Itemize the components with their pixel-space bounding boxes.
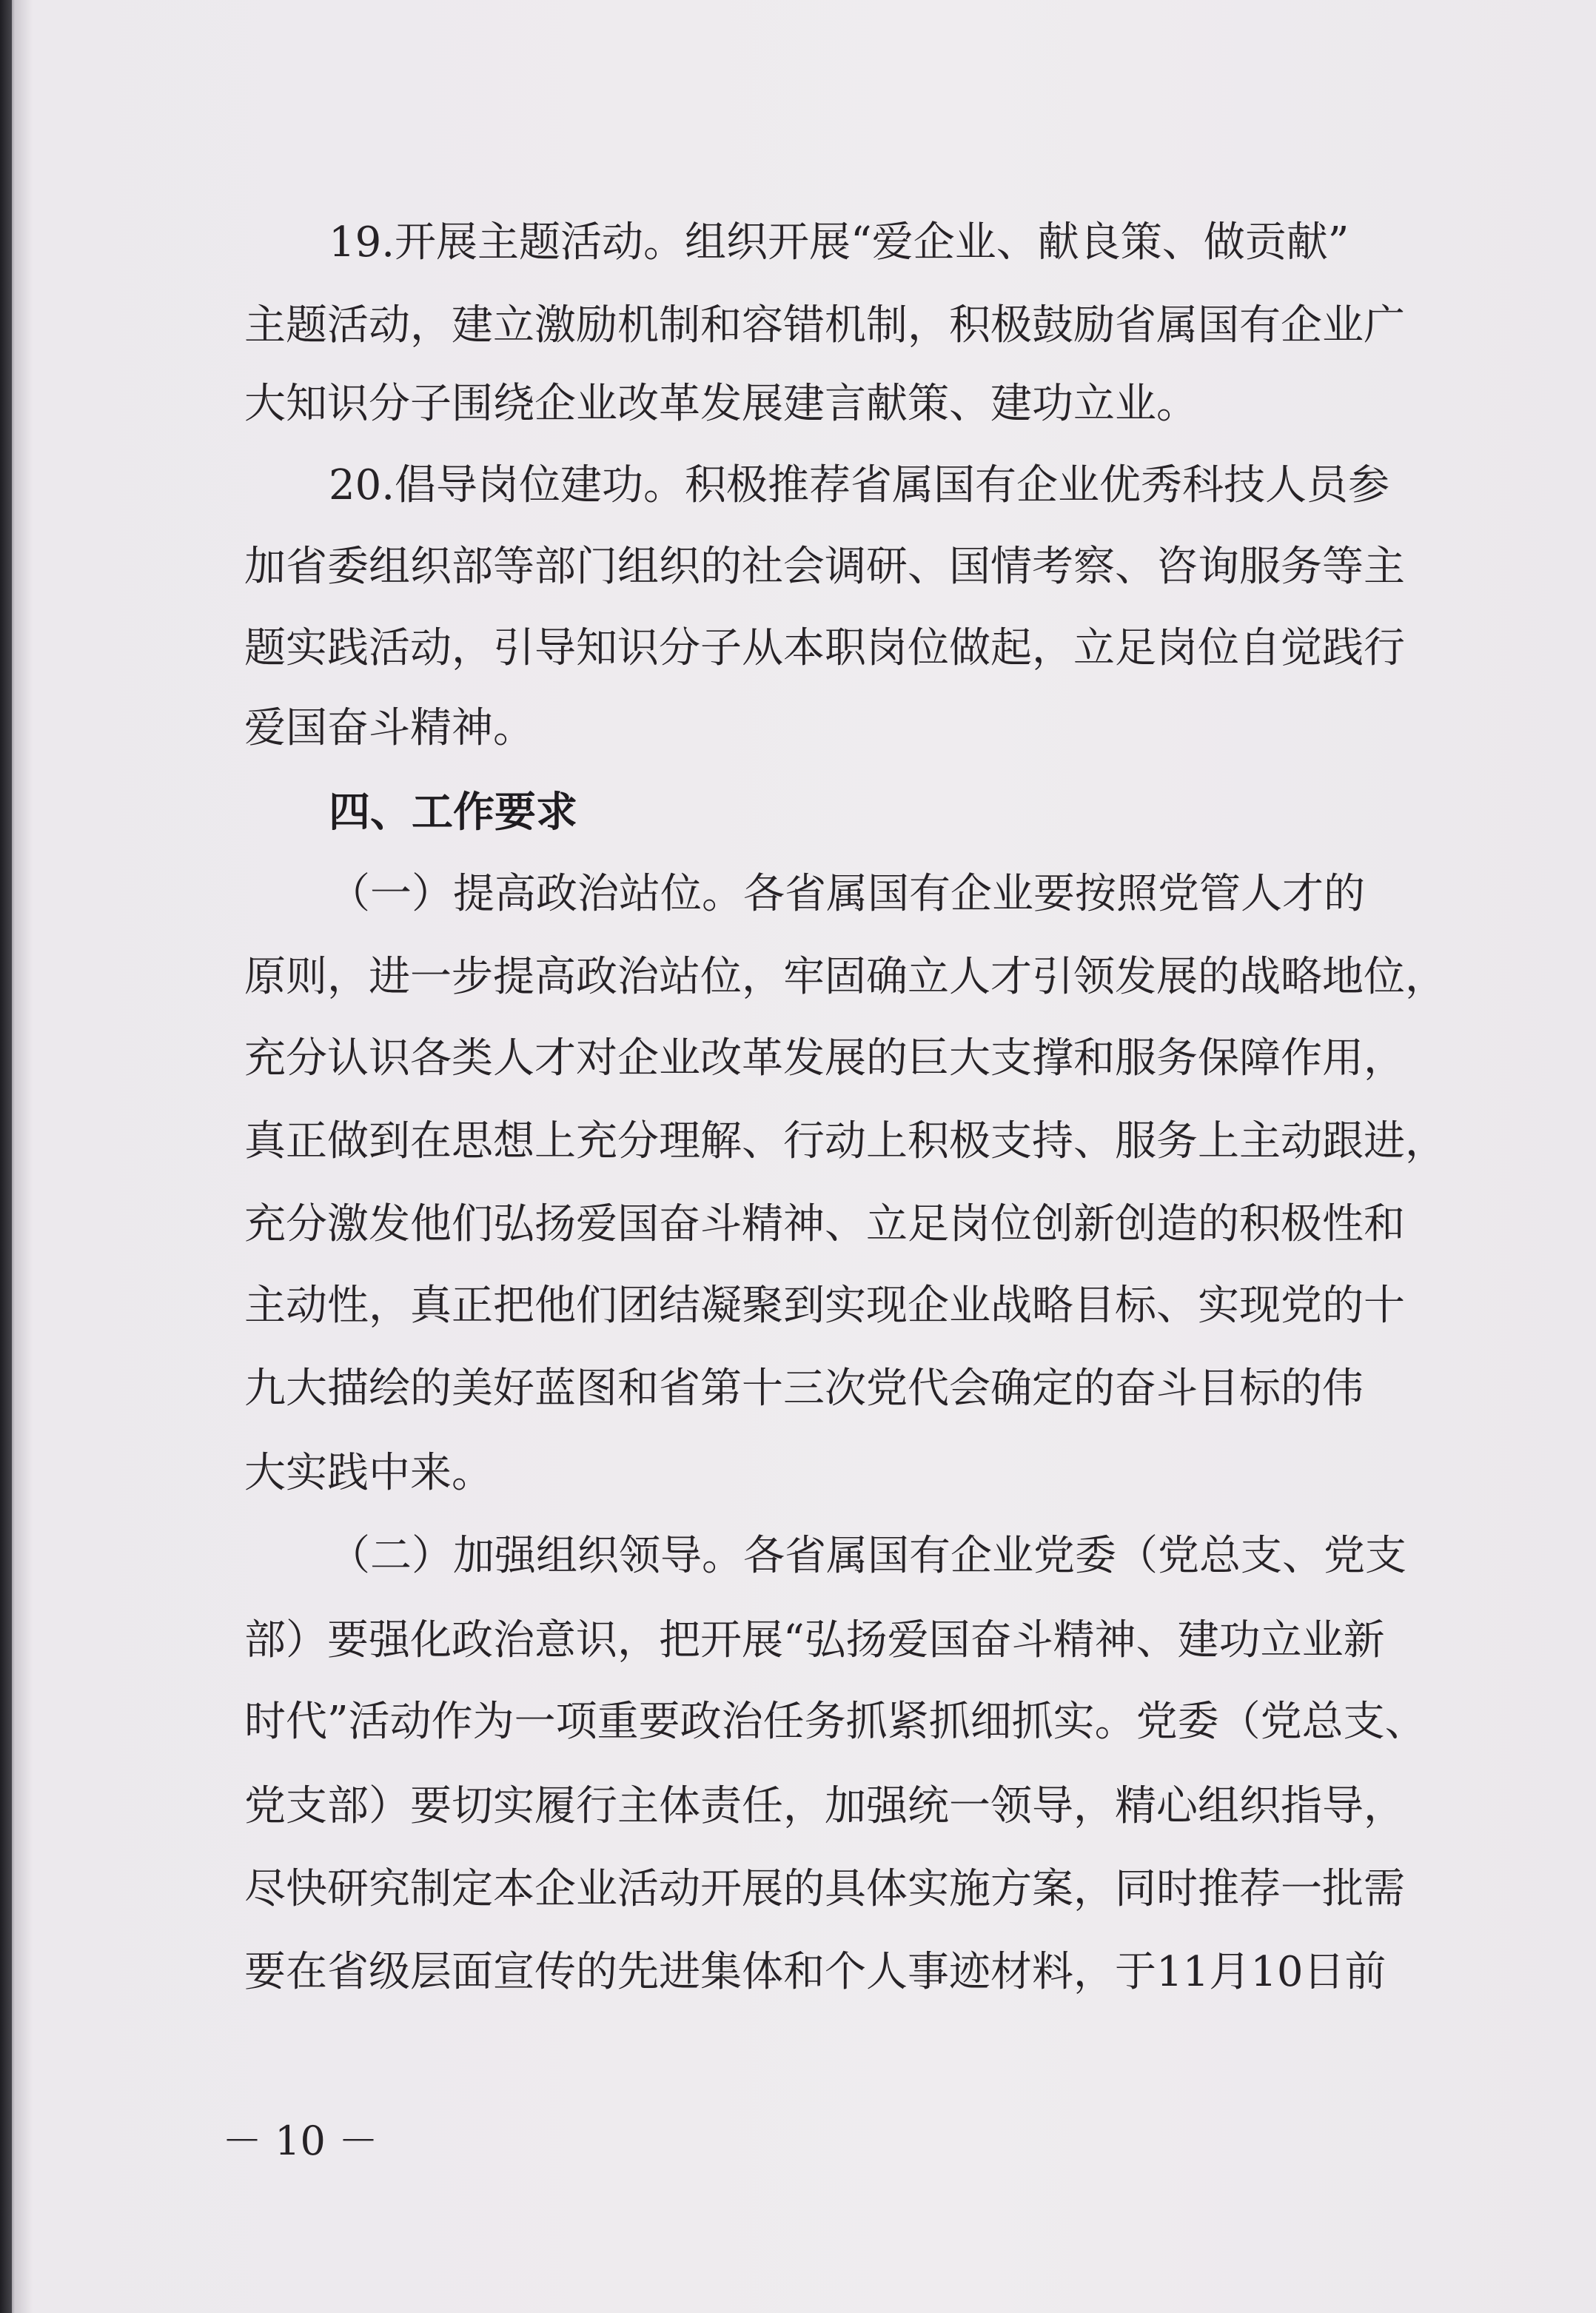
subsection-1-line-8: 大实践中来。 — [244, 1449, 493, 1497]
paragraph-20-line-3: 题实践活动，引导知识分子从本职岗位做起，立足岗位自觉践行 — [244, 624, 1405, 672]
subsection-1-line-5: 充分激发他们弘扬爱国奋斗精神、立足岗位创新创造的积极性和 — [244, 1200, 1405, 1248]
paragraph-20-line-1: 20.倡导岗位建功。积极推荐省属国有企业优秀科技人员参 — [329, 461, 1390, 509]
page-number: － 10 － — [222, 2118, 379, 2164]
paragraph-20-line-2: 加省委组织部等部门组织的社会调研、国情考察、咨询服务等主 — [244, 543, 1405, 591]
subsection-1-line-2: 原则，进一步提高政治站位，牢固确立人才引领发展的战略地位， — [244, 953, 1446, 1001]
scan-edge-shadow — [0, 0, 12, 2313]
subsection-1-line-3: 充分认识各类人才对企业改革发展的巨大支撑和服务保障作用， — [244, 1034, 1405, 1082]
subsection-1-line-6: 主动性，真正把他们团结凝聚到实现企业战略目标、实现党的十 — [244, 1282, 1405, 1330]
paragraph-19-line-1: 19.开展主题活动。组织开展“爱企业、献良策、做贡献” — [329, 218, 1349, 267]
subsection-1-line-4: 真正做到在思想上充分理解、行动上积极支持、服务上主动跟进， — [244, 1117, 1446, 1165]
paragraph-20-line-4: 爱国奋斗精神。 — [244, 704, 534, 752]
subsection-2-line-2: 部）要强化政治意识，把开展“弘扬爱国奋斗精神、建功立业新 — [244, 1616, 1385, 1664]
subsection-2-line-3: 时代”活动作为一项重要政治任务抓紧抓细抓实。党委（党总支、 — [244, 1698, 1426, 1746]
subsection-2-line-4: 党支部）要切实履行主体责任，加强统一领导，精心组织指导， — [244, 1782, 1405, 1830]
paragraph-19-line-2: 主题活动，建立激励机制和容错机制，积极鼓励省属国有企业广 — [244, 301, 1405, 349]
subsection-2-line-1: （二）加强组织领导。各省属国有企业党委（党总支、党支 — [329, 1532, 1406, 1580]
subsection-1-line-7: 九大描绘的美好蓝图和省第十三次党代会确定的奋斗目标的伟 — [244, 1365, 1364, 1413]
paragraph-19-line-3: 大知识分子围绕企业改革发展建言献策、建功立业。 — [244, 380, 1198, 428]
subsection-2-line-6: 要在省级层面宣传的先进集体和个人事迹材料，于11月10日前 — [244, 1948, 1387, 1996]
section-heading-work-requirements: 四、工作要求 — [329, 789, 577, 837]
subsection-2-line-5: 尽快研究制定本企业活动开展的具体实施方案，同时推荐一批需 — [244, 1865, 1405, 1913]
subsection-1-line-1: （一）提高政治站位。各省属国有企业要按照党管人才的 — [329, 870, 1365, 918]
